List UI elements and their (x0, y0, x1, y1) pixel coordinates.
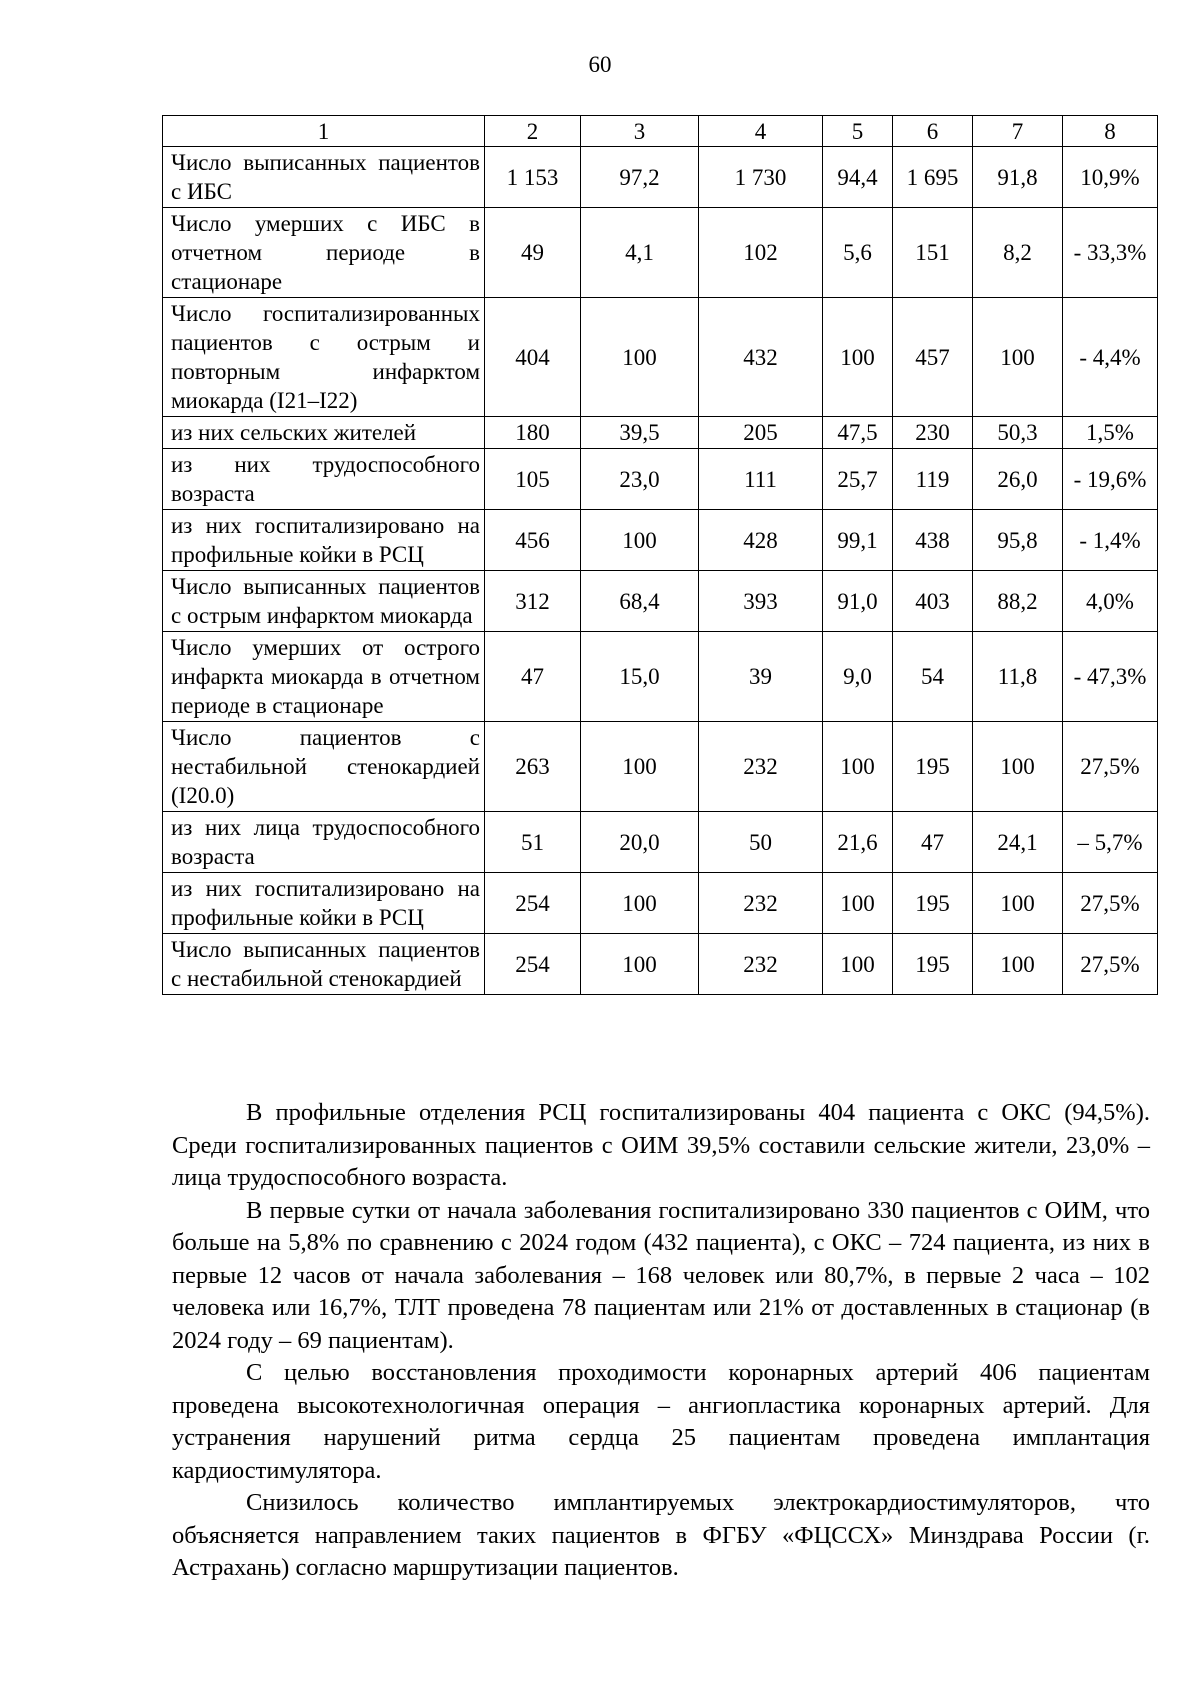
table-cell: 88,2 (973, 571, 1063, 632)
table-cell: 393 (699, 571, 823, 632)
table-cell: 47 (485, 632, 581, 722)
table-cell: 27,5% (1063, 934, 1158, 995)
table-cell: 11,8 (973, 632, 1063, 722)
table-cell: 49 (485, 208, 581, 298)
row-label: Число выписанных пациентов с ИБС (163, 147, 485, 208)
table-cell: 456 (485, 510, 581, 571)
column-header: 1 (163, 116, 485, 147)
table-cell: 20,0 (581, 812, 699, 873)
column-header: 6 (893, 116, 973, 147)
column-header: 8 (1063, 116, 1158, 147)
table-cell: 5,6 (823, 208, 893, 298)
table-cell: 151 (893, 208, 973, 298)
table-cell: 254 (485, 873, 581, 934)
table-cell: 9,0 (823, 632, 893, 722)
table-cell: 1 153 (485, 147, 581, 208)
table-cell: 195 (893, 873, 973, 934)
table-cell: 68,4 (581, 571, 699, 632)
paragraph: В первые сутки от начала заболевания госпитализировано 330 пациентов с ОИМ, что больше на 5,8% по сравнению с 2024 годом (432 пациента), с ОКС – 724 пациента, из них в первые 12 часов от начала заболевания – 168 человек или 80,7%, в первые 2 часа – 102 человека или 16,7%, ТЛТ проведена 78 пациентам или 21% от доставленных в стационар (в 2024 году – 69 пациентам). (172, 1196, 1150, 1354)
table-cell: 47 (893, 812, 973, 873)
table-cell: 404 (485, 298, 581, 417)
table-cell: 111 (699, 449, 823, 510)
table-cell: 10,9% (1063, 147, 1158, 208)
body-text (172, 1097, 1150, 1585)
table-cell: 1 730 (699, 147, 823, 208)
row-label: Число пациентов с нестабильной стенокардией (I20.0) (163, 722, 485, 812)
table-cell: 24,1 (973, 812, 1063, 873)
row-label: Число выписанных пациентов с нестабильной стенокардией (163, 934, 485, 995)
table-cell: 39,5 (581, 417, 699, 449)
table-cell: 438 (893, 510, 973, 571)
table-cell: 263 (485, 722, 581, 812)
table-cell: - 1,4% (1063, 510, 1158, 571)
table-row (163, 449, 1158, 510)
table-cell: 100 (581, 934, 699, 995)
table-cell: 50 (699, 812, 823, 873)
table-cell: 39 (699, 632, 823, 722)
table-cell: 4,0% (1063, 571, 1158, 632)
page-number: 60 (588, 52, 612, 77)
table-cell: 232 (699, 934, 823, 995)
table-cell: 26,0 (973, 449, 1063, 510)
table-cell: 100 (581, 510, 699, 571)
table-cell: 102 (699, 208, 823, 298)
table-cell: 27,5% (1063, 722, 1158, 812)
table-cell: 428 (699, 510, 823, 571)
table-cell: 15,0 (581, 632, 699, 722)
table-cell: 195 (893, 722, 973, 812)
table-row (163, 632, 1158, 722)
table-cell: 94,4 (823, 147, 893, 208)
table-cell: 100 (973, 873, 1063, 934)
row-label: Число госпитализированных пациентов с острым и повторным инфарктом миокарда (I21–I22) (163, 298, 485, 417)
paragraph: Снизилось количество имплантируемых электрокардиостимуляторов, что объясняется направлением таких пациентов в ФГБУ «ФЦССХ» Минздрава России (г. Астрахань) согласно маршрутизации пациентов. (172, 1489, 1150, 1581)
table-cell: 21,6 (823, 812, 893, 873)
row-label: из них сельских жителей (163, 417, 485, 449)
table-cell: - 19,6% (1063, 449, 1158, 510)
paragraph: С целью восстановления проходимости коронарных артерий 406 пациентам проведена высокотехнологичная операция – ангиопластика коронарных артерий. Для устранения нарушений ритма сердца 25 пациентам проведена имплантация кардиостимулятора. (172, 1359, 1150, 1484)
table-cell: 8,2 (973, 208, 1063, 298)
table-cell: 100 (823, 722, 893, 812)
table-cell: 119 (893, 449, 973, 510)
table-cell: 254 (485, 934, 581, 995)
table-cell: 23,0 (581, 449, 699, 510)
table-cell: 230 (893, 417, 973, 449)
table-cell: 95,8 (973, 510, 1063, 571)
column-header: 3 (581, 116, 699, 147)
table-cell: 100 (823, 298, 893, 417)
column-header: 4 (699, 116, 823, 147)
table-cell: 232 (699, 873, 823, 934)
table-cell: 51 (485, 812, 581, 873)
table-cell: - 47,3% (1063, 632, 1158, 722)
row-label: Число умерших от острого инфаркта миокарда в отчетном периоде в стационаре (163, 632, 485, 722)
table-header-row (163, 116, 1158, 147)
table-cell: 312 (485, 571, 581, 632)
table-cell: 403 (893, 571, 973, 632)
table-cell: 100 (973, 934, 1063, 995)
table-row (163, 571, 1158, 632)
table-cell: 195 (893, 934, 973, 995)
table-cell: 105 (485, 449, 581, 510)
table-cell: 232 (699, 722, 823, 812)
table-cell: – 5,7% (1063, 812, 1158, 873)
table-row (163, 812, 1158, 873)
table-row (163, 873, 1158, 934)
table-cell: - 33,3% (1063, 208, 1158, 298)
table-cell: 91,8 (973, 147, 1063, 208)
table-cell: 1,5% (1063, 417, 1158, 449)
table-cell: 1 695 (893, 147, 973, 208)
table-cell: 205 (699, 417, 823, 449)
row-label: Число умерших с ИБС в отчетном периоде в стационаре (163, 208, 485, 298)
table-cell: 91,0 (823, 571, 893, 632)
table-row (163, 208, 1158, 298)
table-cell: 25,7 (823, 449, 893, 510)
table-row (163, 417, 1158, 449)
row-label: Число выписанных пациентов с острым инфарктом миокарда (163, 571, 485, 632)
row-label: из них госпитализировано на профильные койки в РСЦ (163, 873, 485, 934)
table-row (163, 298, 1158, 417)
table-row (163, 147, 1158, 208)
table-cell: 100 (581, 722, 699, 812)
table-cell: 100 (823, 934, 893, 995)
table-cell: 4,1 (581, 208, 699, 298)
table-row (163, 934, 1158, 995)
paragraph: В профильные отделения РСЦ госпитализированы 404 пациента с ОКС (94,5%). Среди госпитализированных пациентов с ОИМ 39,5% составили сельские жители, 23,0% – лица трудоспособного возраста. (172, 1099, 1150, 1191)
table-cell: 97,2 (581, 147, 699, 208)
table-cell: 457 (893, 298, 973, 417)
table-cell: 99,1 (823, 510, 893, 571)
table-row (163, 722, 1158, 812)
row-label: из них трудоспособного возраста (163, 449, 485, 510)
table-cell: - 4,4% (1063, 298, 1158, 417)
table-cell: 50,3 (973, 417, 1063, 449)
table-cell: 54 (893, 632, 973, 722)
table-cell: 432 (699, 298, 823, 417)
table-cell: 180 (485, 417, 581, 449)
table-cell: 100 (581, 873, 699, 934)
table-cell: 100 (823, 873, 893, 934)
row-label: из них госпитализировано на профильные койки в РСЦ (163, 510, 485, 571)
column-header: 2 (485, 116, 581, 147)
table-cell: 27,5% (1063, 873, 1158, 934)
table-cell: 100 (973, 722, 1063, 812)
statistics-table (162, 115, 1158, 995)
table-row (163, 510, 1158, 571)
table-cell: 47,5 (823, 417, 893, 449)
table-cell: 100 (581, 298, 699, 417)
row-label: из них лица трудоспособного возраста (163, 812, 485, 873)
column-header: 7 (973, 116, 1063, 147)
column-header: 5 (823, 116, 893, 147)
table-cell: 100 (973, 298, 1063, 417)
